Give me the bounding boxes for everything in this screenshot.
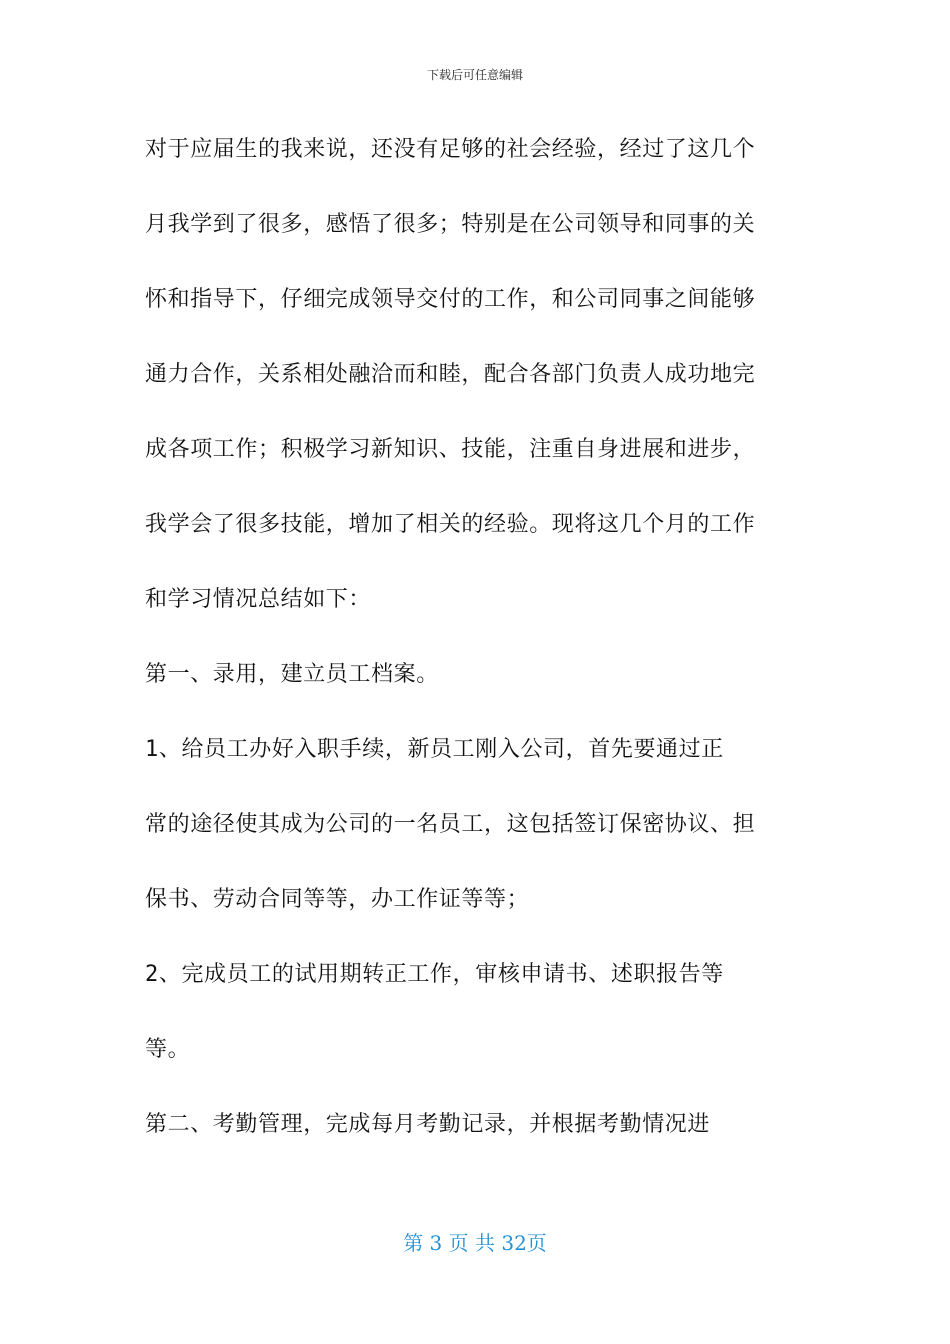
body-line: 成各项工作；积极学习新知识、技能，注重自身进展和进步， <box>145 437 756 462</box>
body-line: 2、完成员工的试用期转正工作，审核申请书、述职报告等 <box>145 962 724 987</box>
section-heading: 第二、考勤管理，完成每月考勤记录，并根据考勤情况进 <box>145 1112 711 1137</box>
body-line: 和学习情况总结如下： <box>145 587 372 612</box>
body-line: 保书、劳动合同等等，办工作证等等； <box>145 887 530 912</box>
page-header-note: 下载后可任意编辑 <box>426 68 523 82</box>
page-number: 第 3 页 共 32页 <box>403 1231 547 1255</box>
body-line: 通力合作，关系相处融洽而和睦，配合各部门负责人成功地完 <box>145 362 756 387</box>
body-line: 等。 <box>145 1037 191 1062</box>
body-line: 对于应届生的我来说，还没有足够的社会经验，经过了这几个 <box>145 137 756 162</box>
body-line: 我学会了很多技能，增加了相关的经验。现将这几个月的工作 <box>145 512 756 537</box>
body-line: 常的途径使其成为公司的一名员工，这包括签订保密协议、担 <box>145 812 756 837</box>
body-line: 月我学到了很多，感悟了很多；特别是在公司领导和同事的关 <box>145 212 756 237</box>
section-heading: 第一、录用，建立员工档案。 <box>145 662 439 687</box>
body-line: 怀和指导下，仔细完成领导交付的工作，和公司同事之间能够 <box>145 287 756 312</box>
body-line: 1、给员工办好入职手续，新员工刚入公司，首先要通过正 <box>145 737 724 762</box>
